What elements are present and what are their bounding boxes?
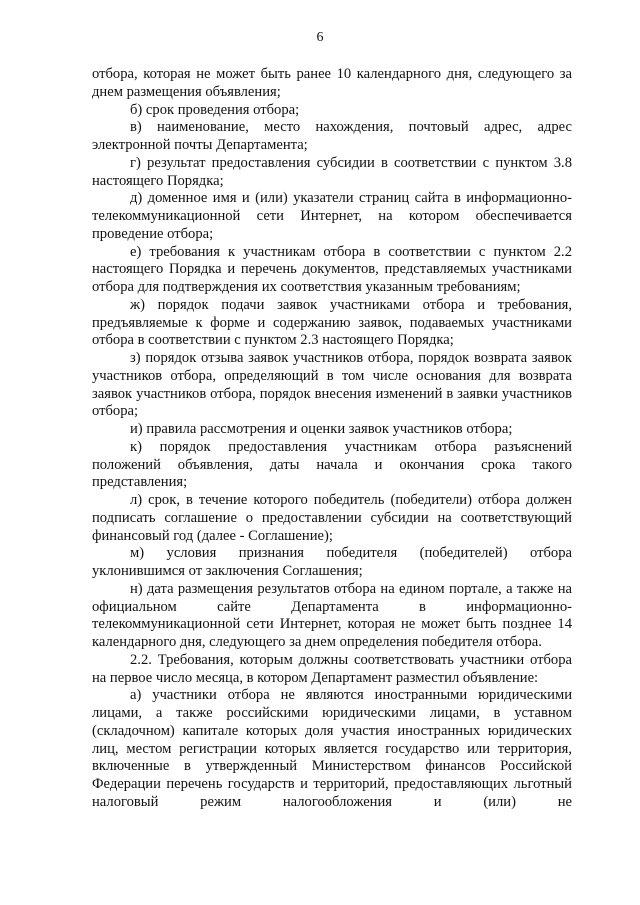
paragraph-item-d: д) доменное имя и (или) указатели страниц сайта в информационно-телекоммуникационной сети Интернет, на котором обеспечивается проведение отбора; bbox=[92, 190, 572, 242]
paragraph-item-z: з) порядок отзыва заявок участников отбора, порядок возврата заявок участников отбора, определяющий в том числе основания для возврата заявок участников отбора, порядок внесения изменений в заявки участников отбора; bbox=[92, 350, 572, 420]
paragraph-item-k: к) порядок предоставления участникам отбора разъяснений положений объявления, даты начала и окончания срока такого представления; bbox=[92, 438, 572, 491]
paragraph-section-2-2: 2.2. Требования, которым должны соответствовать участники отбора на первое число месяца, в котором Департамент разместил объявление: bbox=[92, 651, 572, 686]
paragraph-item-n: н) дата размещения результатов отбора на едином портале, а также на официальном сайте Департамента в информационно-телекоммуникационной сети Интернет, которая не может быть позднее 14 календарного дня, следующего за днем определения победителя отбора. bbox=[92, 580, 572, 650]
document-body bbox=[92, 66, 572, 812]
paragraph-item-i: и) правила рассмотрения и оценки заявок участников отбора; bbox=[130, 421, 513, 437]
paragraph-item-e: е) требования к участникам отбора в соответствии с пунктом 2.2 настоящего Порядка и перечень документов, представляемых участниками отбора для подтверждения их соответствия указанным требованиям; bbox=[92, 243, 572, 295]
paragraph-item-zh: ж) порядок подачи заявок участниками отбора и требования, предъявляемые к форме и содержанию заявок, подаваемых участниками отбора в соответствии с пунктом 2.3 настоящего Порядка; bbox=[92, 296, 572, 349]
paragraph-item-m: м) условия признания победителя (победителей) отбора уклонившимся от заключения Соглашения; bbox=[92, 545, 572, 579]
paragraph-item-a: а) участники отбора не являются иностранными юридическими лицами, а также российскими юридическими лицами, в уставном (складочном) капитале которых доля участия иностранных юридических лиц, местом регистрации которых является государство или территория, включенные в утвержденный Министерством финансов Российской Федерации перечень государств и территорий, предоставляющих льготный налоговый режим налогообложения и (или) не bbox=[92, 687, 572, 810]
paragraph-item-v: в) наименование, место нахождения, почтовый адрес, адрес электронной почты Департамента; bbox=[92, 119, 572, 153]
page-number: 6 bbox=[316, 30, 324, 45]
paragraph-item-b: б) срок проведения отбора; bbox=[130, 101, 300, 118]
paragraph-item-l: л) срок, в течение которого победитель (победители) отбора должен подписать соглашение о предоставлении субсидии на соответствующий финансовый год (далее - Соглашение); bbox=[92, 492, 572, 544]
paragraph-continuation: отбора, которая не может быть ранее 10 календарного дня, следующего за днем размещения объявления; bbox=[92, 66, 572, 100]
paragraph-item-g: г) результат предоставления субсидии в соответствии с пунктом 3.8 настоящего Порядка; bbox=[92, 154, 572, 189]
